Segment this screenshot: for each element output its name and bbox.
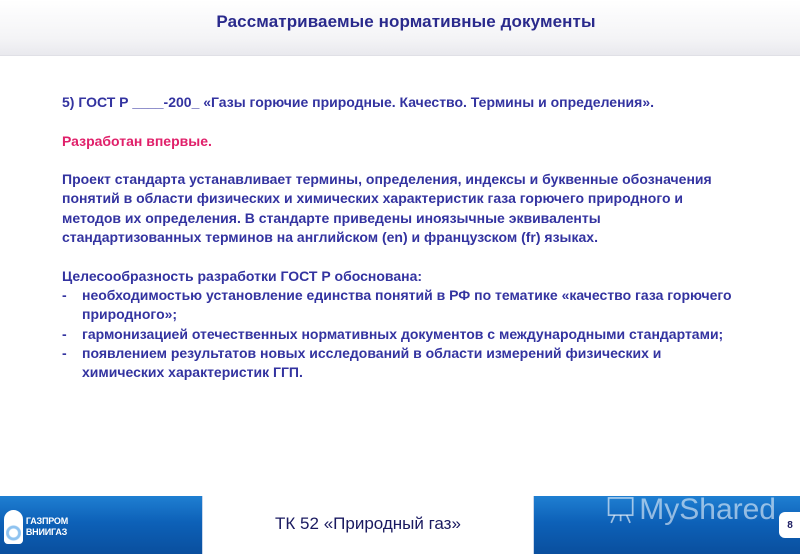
document-status: Разработан впервые.: [62, 132, 212, 149]
slide-content: [62, 93, 742, 382]
list-item: [62, 325, 742, 344]
rationale-item-3: появлением результатов новых исследований в области измерений физических и химических характеристик ГГП.: [82, 344, 662, 381]
rationale-item-1: необходимостью установление единства понятий в РФ по тематике «качество газа горючего природного»;: [82, 286, 732, 323]
slide-title: Рассматриваемые нормативные документы: [216, 12, 596, 31]
logo-line-2: ВНИИГАЗ: [25, 527, 68, 537]
slide-header: [0, 0, 800, 56]
flame-icon: [4, 510, 23, 544]
bullet-dash: -: [62, 325, 67, 342]
bullet-dash: -: [62, 344, 67, 361]
company-logo: [4, 507, 68, 547]
presentation-board-icon: [606, 493, 635, 527]
footer-label: ТК 52 «Природный газ»: [275, 514, 461, 533]
watermark: [606, 490, 776, 530]
bullet-dash: -: [62, 286, 67, 303]
page-number: 8: [779, 512, 800, 538]
list-item: [62, 344, 742, 383]
document-description: Проект стандарта устанавливает термины, определения, индексы и буквенные обозначения понятий в области физических и химических характеристик газа горючего природного и методов их определения. В стандарте приведены иноязычные эквиваленты стандартизованных терминов на английском (en) и французском (fr) языках.: [62, 171, 712, 246]
document-heading: 5) ГОСТ Р ____-200_ «Газы горючие природные. Качество. Термины и определения».: [62, 94, 654, 110]
list-item: [62, 286, 742, 325]
watermark-text: MyShared: [639, 493, 776, 526]
rationale-intro: Целесообразность разработки ГОСТ Р обоснована:: [62, 267, 423, 284]
logo-line-1: ГАЗПРОМ: [25, 516, 68, 526]
rationale-item-2: гармонизацией отечественных нормативных документов с международными стандартами;: [82, 325, 724, 342]
